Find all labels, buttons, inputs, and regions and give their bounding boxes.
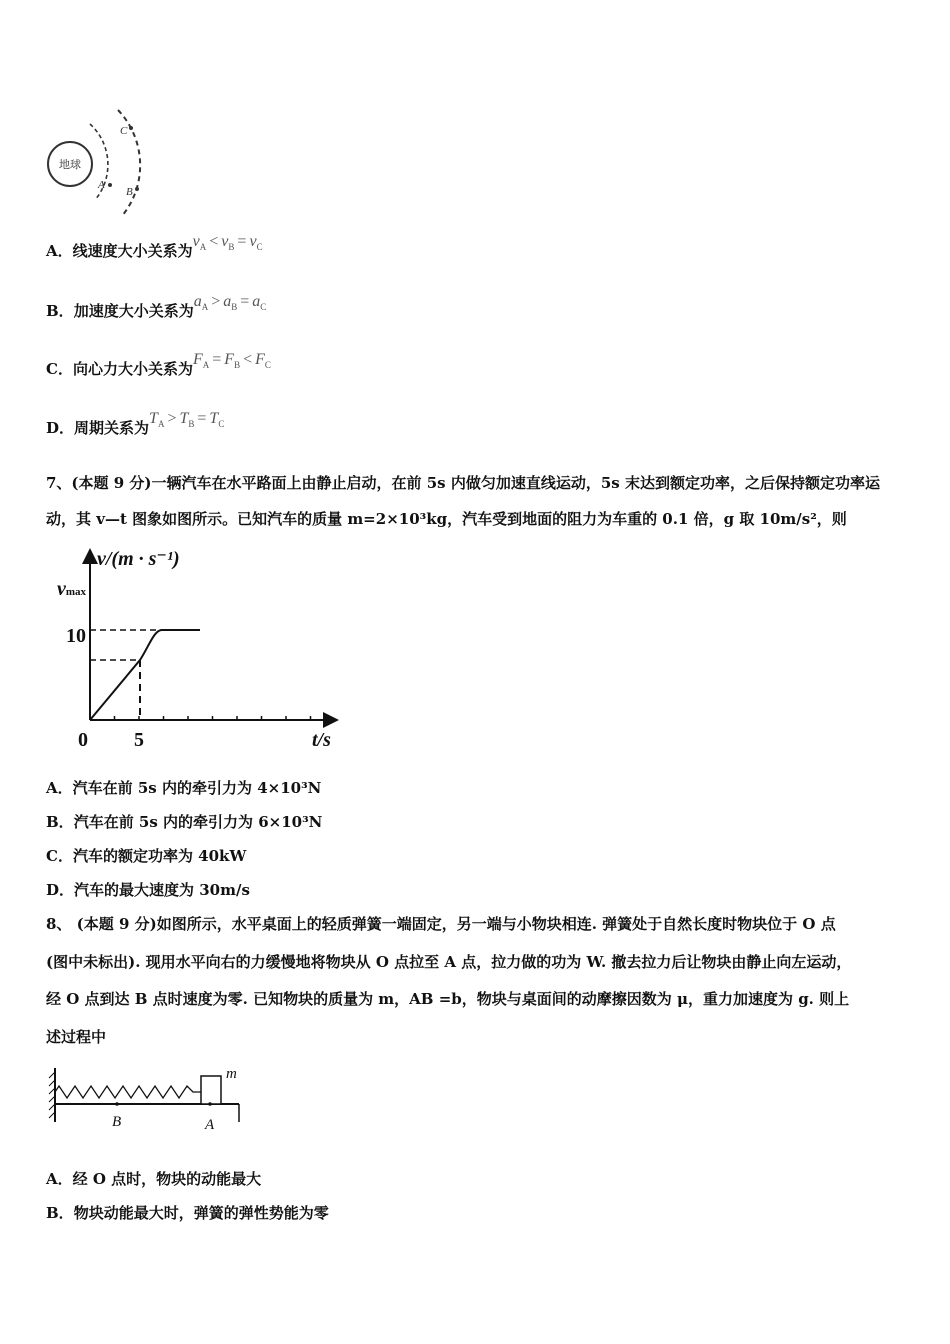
q8-text-line-3: 经 O 点到达 B 点时速度为零. 已知物块的质量为 m，AB =b，物块与桌面间的动摩擦因数为 μ，重力加速度为 g. 则上 [46,990,850,1008]
option-formula: $v_A < v_B = v_C$ [192,233,263,253]
option-text: 加速度大小关系为 [73,302,194,320]
point-a-label: A [98,179,105,191]
y-tick-10: 10 [66,625,86,647]
block [201,1076,221,1104]
orbit-figure [40,100,160,225]
x-tick-5: 5 [134,729,144,751]
option-text: 向心力大小关系为 [72,360,193,378]
q6-option-c [46,351,271,380]
option-text: 汽车的额定功率为 40kW [72,847,247,865]
point-b-label: B [126,186,133,198]
point-c-label: C [120,125,128,137]
point-a [108,183,112,187]
option-text: 经 O 点时，物块的动能最大 [72,1170,262,1188]
spring-figure [45,1062,250,1137]
option-label: B． [46,813,74,831]
option-label: C． [46,847,73,865]
option-label: D． [46,881,75,899]
q8-text-line-4: 述过程中 [46,1028,107,1046]
mass-label: m [226,1066,237,1082]
q6-option-a [46,233,263,262]
option-label: A． [46,779,73,797]
point-b-label: B [112,1114,122,1130]
point-a-label: A [205,1117,215,1133]
option-label: D． [46,419,75,437]
vt-chart [40,540,350,755]
option-formula: $T_A > T_B = T_C$ [149,410,225,430]
x-axis-label: t/s [312,729,331,751]
option-text: 汽车的最大速度为 30m/s [74,881,250,899]
q6-option-b [46,293,267,322]
option-text: 周期关系为 [74,419,150,437]
q7-option-a [46,777,321,798]
spring [55,1086,201,1098]
option-label: B． [46,302,74,320]
origin-label: 0 [78,729,88,751]
option-text: 线速度大小关系为 [72,242,193,260]
y-axis-label: v/(m · s⁻¹) [97,548,180,570]
option-text: 汽车在前 5s 内的牵引力为 6×10³N [73,813,323,831]
point-b [135,187,139,191]
option-label: A． [46,242,73,260]
q7-option-b [46,811,322,832]
option-label: B． [46,1204,74,1222]
q6-option-d [46,410,225,439]
option-formula: $F_A = F_B < F_C$ [192,351,271,371]
y-tick-vmax: vmax [56,578,86,600]
option-text: 物块动能最大时，弹簧的弹性势能为零 [73,1204,329,1222]
q8-option-a [46,1168,261,1189]
q7-question-text: 7、(本题 9 分)一辆汽车在水平路面上由静止启动，在前 5s 内做匀加速直线运动，5s 末达到额定功率，之后保持额定功率运动，其 v—t 图象如图所示。已知汽车的质量 m=2×10³kg，汽车受到地面的阻力为车重的 0.1 倍，g 取 10m/s²，则 [46,474,880,528]
q8-option-b [46,1202,329,1223]
option-formula: $a_A > a_B = a_C$ [193,293,267,313]
q8-text-line-2: (图中未标出). 现用水平向右的力缓慢地将物块从 O 点拉至 A 点，拉力做的功为 W. 撤去拉力后让物块由静止向左运动， [46,953,852,971]
point-b-dot [115,1102,119,1106]
vt-curve [90,630,200,720]
option-label: A． [46,1170,73,1188]
q7-option-c [46,845,246,866]
option-text: 汽车在前 5s 内的牵引力为 4×10³N [72,779,322,797]
point-a-dot [208,1102,212,1106]
q8-text-line-1: 8、 (本题 9 分)如图所示，水平桌面上的轻质弹簧一端固定，另一端与小物块相连. 弹簧处于自然长度时物块位于 O 点 [46,915,836,933]
point-c [129,126,133,130]
earth-label: 地球 [59,159,81,171]
q7-option-d [46,879,250,900]
option-label: C． [46,360,73,378]
